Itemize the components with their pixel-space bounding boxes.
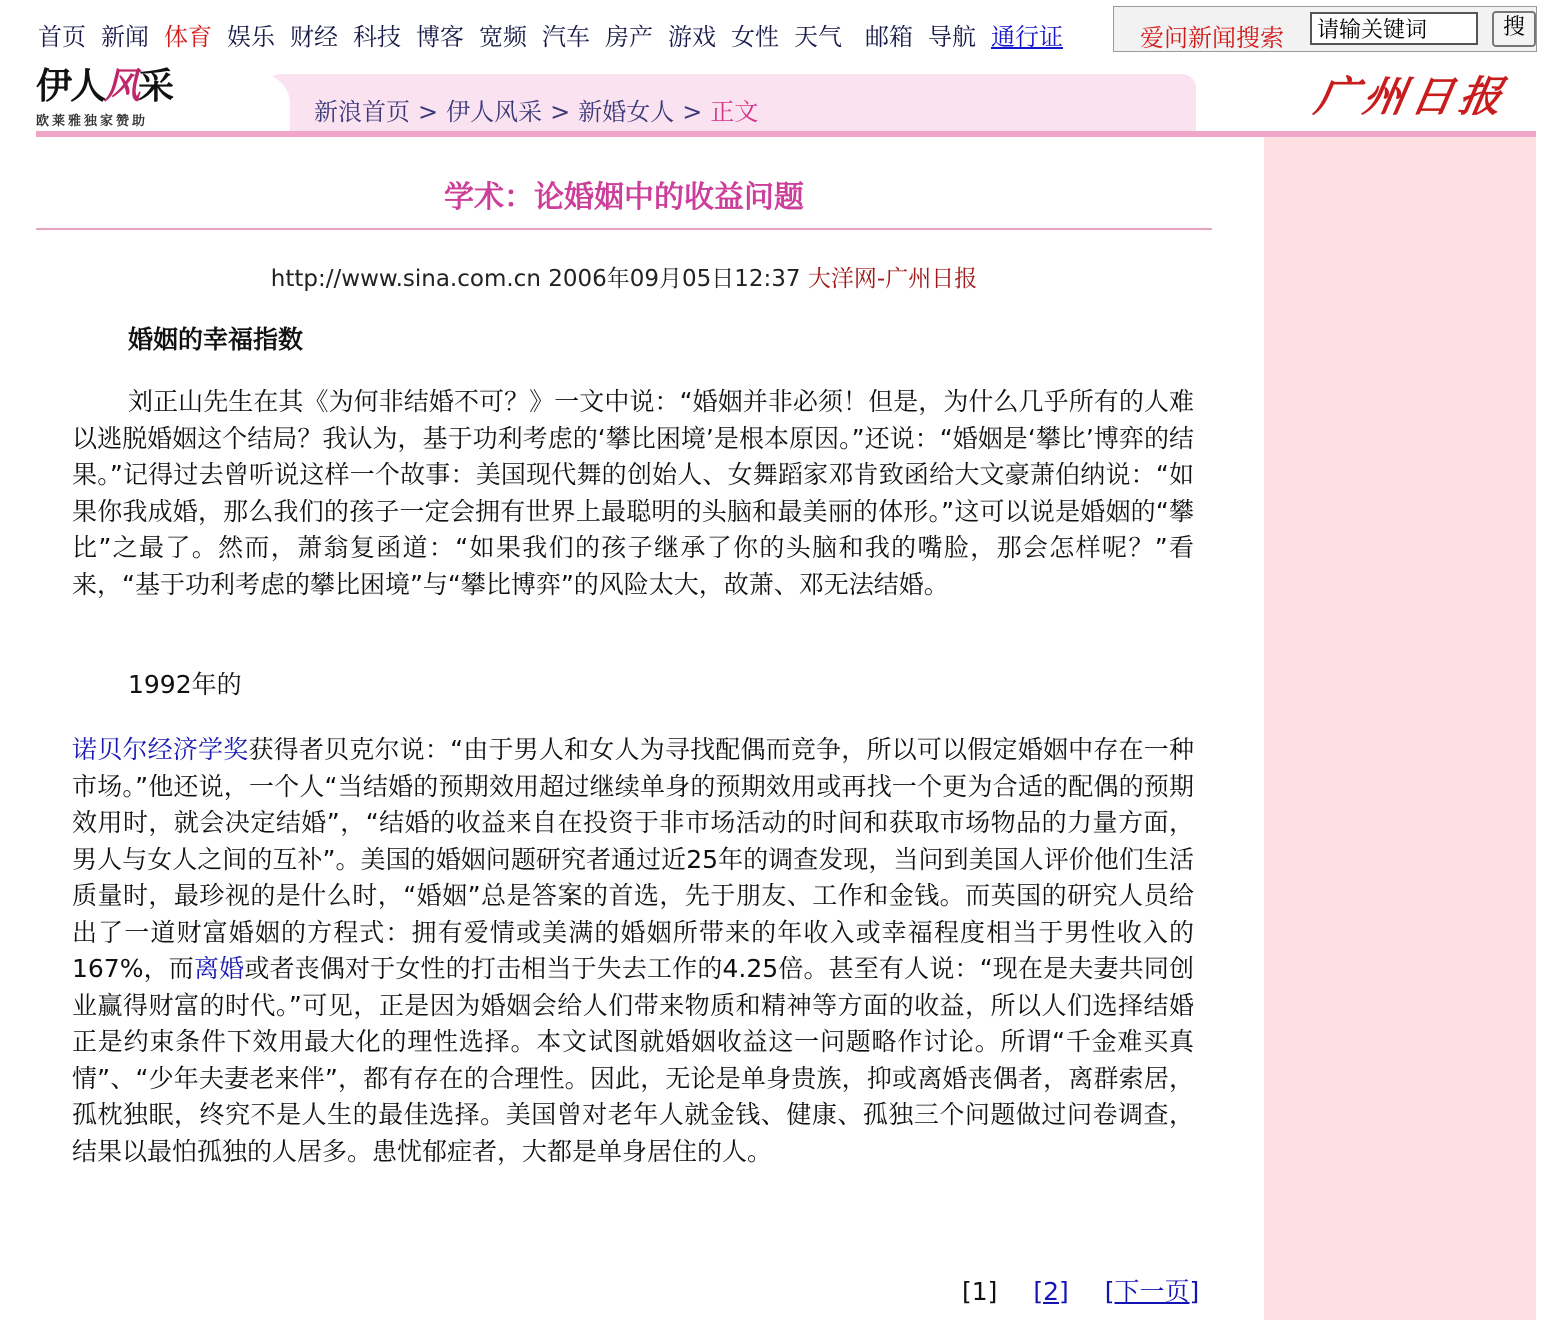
nav-finance[interactable]: 财经: [290, 22, 338, 51]
article-subheading: 婚姻的幸福指数: [128, 325, 304, 354]
breadcrumb-separator: >: [418, 98, 439, 126]
article-paragraph-3: [72, 732, 1194, 1170]
right-sidebar: [1264, 137, 1536, 1320]
nav-mail[interactable]: 邮箱: [865, 22, 913, 51]
nav-directory[interactable]: 导航: [928, 22, 976, 51]
breadcrumb-sina-home[interactable]: 新浪首页: [314, 98, 410, 126]
breadcrumb-current: 正文: [710, 98, 759, 126]
search-input[interactable]: [1310, 12, 1478, 45]
article-paragraph-1: 刘正山先生在其《为何非结婚不可？》一文中说：“婚姻并非必须！但是，为什么几乎所有的人难以逃脱婚姻这个结局？我认为，基于功利考虑的‘攀比困境’是根本原因。”还说：“婚姻是‘攀比’博弈的结果。”记得过去曾听说这样一个故事：美国现代舞的创始人、女舞蹈家邓肯致函给大文豪萧伯纳说：“如果你我成婚，那么我们的孩子一定会拥有世界上最聪明的头脑和最美丽的体形。”这可以说是婚姻的“攀比”之最了。然而，萧翁复函道：“如果我们的孩子继承了你的头脑和我的嘴脸，那会怎样呢？”看来，“基于功利考虑的攀比困境”与“攀比博弈”的风险太大，故萧、邓无法结婚。: [72, 387, 1194, 599]
search-button[interactable]: 搜: [1492, 11, 1536, 47]
logo-text: 伊人风采: [36, 65, 173, 107]
paragraph-text: 获得者贝克尔说：“由于男人和女人为寻找配偶而竞争，所以可以假定婚姻中存在一种市场。”他还说，一个人“当结婚的预期效用超过继续单身的预期效用或再找一个更为合适的配偶的预期效用时，就会决定结婚”，“结婚的收益来自在投资于非市场活动的时间和获取市场物品的力量方面，男人与女人之间的互补”。美国的婚姻问题研究者通过近25年的调查发现，当问到美国人评价他们生活质量时，最珍视的是什么时，“婚姻”总是答案的首选，先于朋友、工作和金钱。而英国的研究人员给出了一道财富婚姻的方程式：拥有爱情或美满的婚姻所带来的年收入或幸福程度相当于男性收入的167%，而: [72, 735, 1194, 983]
nav-tech[interactable]: 科技: [353, 22, 401, 51]
article-paragraph-2: 1992年的: [128, 670, 242, 699]
nav-entertainment[interactable]: 娱乐: [227, 22, 275, 51]
nav-women[interactable]: 女性: [731, 22, 779, 51]
breadcrumb-yiren[interactable]: 伊人风采: [446, 98, 543, 126]
search-label: 爱问新闻搜索: [1140, 24, 1284, 52]
yiren-fengcai-logo[interactable]: [36, 66, 196, 132]
nav-home[interactable]: 首页: [38, 22, 86, 51]
breadcrumb: [314, 92, 758, 127]
paragraph-text: 或者丧偶对于女性的打击相当于失去工作的4.25倍。甚至有人说：“现在是夫妻共同创业赢得财富的时代。”可见，正是因为婚姻会给人们带来物质和精神等方面的收益，所以人们选择结婚正是约束条件下效用最大化的理性选择。本文试图就婚姻收益这一问题略作讨论。所谓“千金难买真情”、“少年夫妻老来伴”，都有存在的合理性。因此，无论是单身贵族，抑或离婚丧偶者，离群索居，孤枕独眠，终究不是人生的最佳选择。美国曾对老年人就金钱、健康、孤独三个问题做过问卷调查，结果以最怕孤独的人居多。患忧郁症者，大都是单身居住的人。: [72, 954, 1194, 1166]
nav-passport[interactable]: 通行证: [991, 22, 1063, 51]
article-meta: [36, 260, 1212, 293]
nav-games[interactable]: 游戏: [668, 22, 716, 51]
next-page-link[interactable]: [下一页]: [1104, 1277, 1200, 1306]
article-title: 学术：论婚姻中的收益问题: [444, 180, 804, 215]
news-search-box: [1113, 6, 1537, 52]
page-2-link[interactable]: [2]: [1033, 1277, 1069, 1306]
article-url: http://www.sina.com.cn: [270, 266, 541, 292]
article-source[interactable]: 大洋网-广州日报: [807, 266, 978, 292]
nav-news[interactable]: 新闻: [101, 22, 149, 51]
nav-sports[interactable]: 体育: [164, 22, 212, 51]
title-divider: [36, 228, 1212, 230]
top-nav: [38, 16, 1078, 52]
nobel-economics-link[interactable]: 诺贝尔经济学奖: [72, 735, 249, 764]
nav-blog[interactable]: 博客: [416, 22, 464, 51]
page-current: [1]: [962, 1277, 998, 1306]
breadcrumb-separator: >: [550, 98, 571, 126]
guangzhou-daily-logo[interactable]: 广州日报: [1311, 72, 1512, 121]
nav-auto[interactable]: 汽车: [542, 22, 590, 51]
divorce-link[interactable]: 离婚: [193, 954, 245, 983]
nav-video[interactable]: 宽频: [479, 22, 527, 51]
pagination: [962, 1272, 1227, 1308]
breadcrumb-newlywed[interactable]: 新婚女人: [578, 98, 675, 126]
logo-sponsor-text: 欧莱雅独家赞助: [36, 114, 149, 129]
breadcrumb-separator: >: [682, 98, 703, 126]
nav-house[interactable]: 房产: [605, 22, 653, 51]
nav-weather[interactable]: 天气: [794, 22, 842, 51]
article-datetime: 2006年09月05日12:37: [548, 266, 801, 292]
